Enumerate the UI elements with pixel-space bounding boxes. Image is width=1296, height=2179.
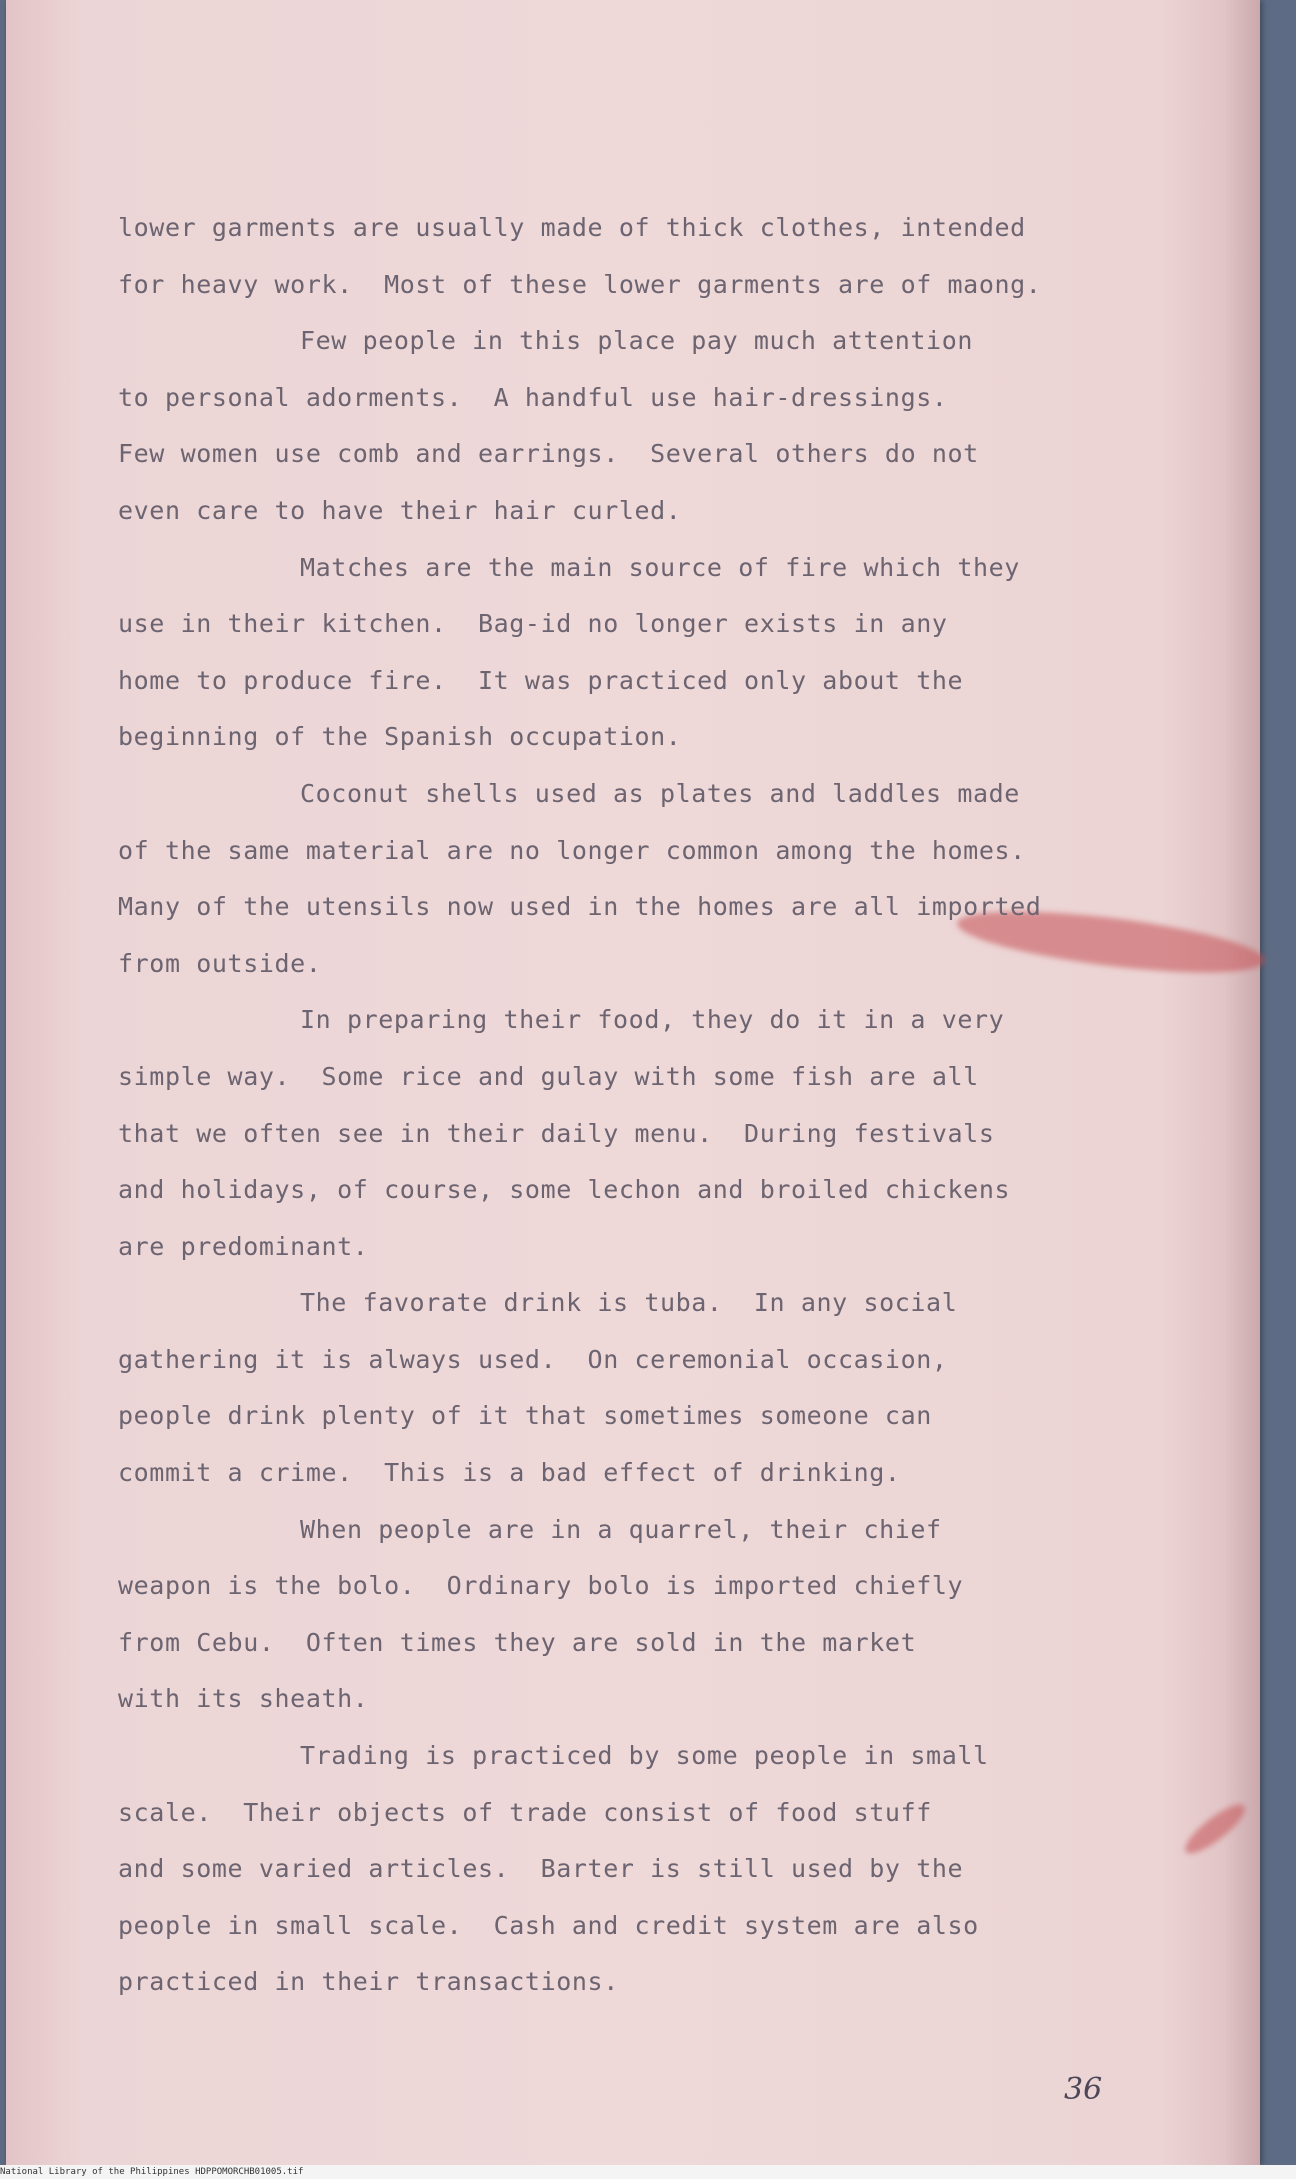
text-line: home to produce fire. It was practiced only about the [118,665,964,695]
paragraph-start-line: Few people in this place pay much attention [300,326,974,356]
text-line: people drink plenty of it that sometimes someone can [118,1401,932,1431]
text-line: Few women use comb and earrings. Several others do not [118,439,979,469]
paragraph-start-line: When people are in a quarrel, their chief [300,1514,942,1544]
text-line: for heavy work. Most of these lower garments are of maong. [118,269,1042,299]
text-line: use in their kitchen. Bag-id no longer exists in any [118,609,948,639]
scan-footer-caption: National Library of the Philippines HDPPOMORCHB01005.tif [0,2165,1296,2179]
text-line: from Cebu. Often times they are sold in the market [118,1627,917,1657]
page-edge-shadow [1224,0,1260,2165]
text-line: and holidays, of course, some lechon and broiled chickens [118,1175,1011,1205]
paragraph-start-line: In preparing their food, they do it in a very [300,1005,1005,1035]
paragraph-start-line: Matches are the main source of fire which they [300,552,1020,582]
text-line: simple way. Some rice and gulay with some fish are all [118,1061,979,1091]
paragraph-start-line: The favorate drink is tuba. In any social [300,1288,958,1318]
page-number: 36 [1064,2072,1103,2107]
text-line: from outside. [118,948,322,978]
paragraph-start-line: Coconut shells used as plates and laddles made [300,778,1020,808]
text-line: lower garments are usually made of thick clothes, intended [118,213,1026,242]
paragraph-start-line: Trading is practiced by some people in small [300,1741,989,1771]
text-line: weapon is the bolo. Ordinary bolo is imported chiefly [118,1571,964,1601]
text-line: gathering it is always used. On ceremonial occasion, [118,1344,948,1374]
text-line: with its sheath. [118,1684,369,1714]
text-line: beginning of the Spanish occupation. [118,722,682,752]
text-line: that we often see in their daily menu. During festivals [118,1118,995,1148]
text-line: to personal adorments. A handful use hair-dressings. [118,382,948,412]
typed-text-body [118,200,1138,2011]
document-page [6,0,1260,2165]
text-line: and some varied articles. Barter is still used by the [118,1854,964,1884]
text-line: even care to have their hair curled. [118,495,682,525]
text-line: scale. Their objects of trade consist of food stuff [118,1797,932,1827]
text-line: Many of the utensils now used in the homes are all imported [118,892,1042,922]
text-line: practiced in their transactions. [118,1967,619,1997]
text-line: of the same material are no longer common among the homes. [118,835,1026,865]
text-line: are predominant. [118,1231,369,1261]
text-line: people in small scale. Cash and credit system are also [118,1910,979,1940]
text-line: commit a crime. This is a bad effect of drinking. [118,1458,901,1488]
